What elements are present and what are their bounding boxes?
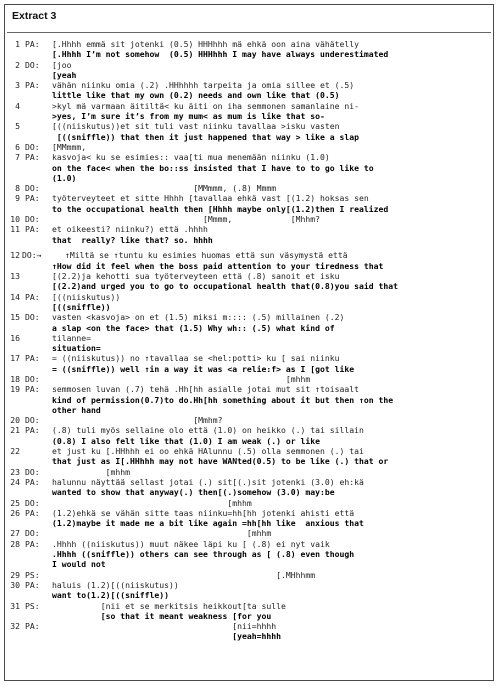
line-number [5,261,20,271]
speaker-label: PS: [25,569,40,580]
line-number: 21 [10,425,20,436]
speaker-label: PA: [25,39,40,49]
transcript-line [5,601,493,611]
utterance-text: to the occupational health then [Hhhh maybe only[(1.2)then I realized [52,203,389,214]
line-number: 23 [10,466,20,477]
speaker-label: DO: [25,497,40,508]
speaker-label [20,235,52,245]
line-number: 24 [10,476,20,487]
speaker-label: DO: [25,528,40,539]
speaker-label [20,518,52,528]
utterance-text: kind of permission(0.7)to do.Hh[hh something about it but then ↑on the [52,394,394,405]
speaker-label: PA: [25,538,40,549]
utterance-text: want to(1.2)[((sniffle)) [52,590,169,601]
utterance-text: ↑How did it feel when the boss paid attention to your tiredness that [52,260,384,271]
line-number: 14 [10,291,20,302]
line-number: 25 [10,497,20,508]
speaker-label [20,611,52,621]
utterance-text: I would not [52,559,106,570]
translation-line [5,235,493,245]
line-number [5,631,20,641]
extract-title: Extract 3 [12,10,57,22]
speaker-label [20,549,52,559]
transcript-body [5,39,493,642]
utterance-text: [yeah [52,69,77,80]
utterance-text: [MMmmm, [52,141,87,152]
line-number: 13 [10,271,20,282]
utterance-text: ↑Miltä se ↑tuntu ku esimies huomas että sun väsymystä että [65,250,348,261]
speaker-label: DO: [25,214,40,225]
line-number: 12 [10,250,20,261]
line-number [5,281,20,291]
translation-line [5,456,493,466]
line-number: 16 [10,332,20,343]
utterance-text: et just ku [.HHhhh ei oo ehkä HAlunnu (.5) olla semmonen (.) tai [52,446,364,457]
line-number: 18 [10,374,20,384]
utterance-text: [(2.2)and urged you to go to occupational health that(0.8)you said that [52,281,398,292]
line-number [5,90,20,100]
transcript-line [5,80,493,90]
translation-line [5,611,493,621]
speaker-label: PA: [25,291,40,302]
speaker-label: PA: [25,579,40,590]
utterance-text: [.MHhhmm [52,569,316,580]
speaker-label: PA: [25,193,40,204]
utterance-text: [mhhm [52,528,272,539]
translation-line [5,559,493,569]
utterance-text: halunnu näyttää sellast jotai (.) sit[(.)sit jotenki (3.0) eh:kä [52,476,364,487]
transcript-line [5,446,493,456]
transcript-line [5,60,493,70]
line-number: 10 [10,214,20,225]
transcript-line [5,271,493,281]
speaker-label: DO: [25,183,40,194]
translation-line [5,111,493,121]
utterance-text: little like that my own (0.2) needs and own like that (0.5) [52,90,340,101]
transcript-line [5,467,493,477]
speaker-label [20,302,52,312]
line-number: 29 [10,569,20,580]
line-number [5,487,20,497]
speaker-label [20,132,52,142]
transcript-line [5,250,493,260]
translation-line [5,281,493,291]
utterance-text: = ((niiskutus)) no ↑tavallaa se <hel:potti> ku [ sai niinku [52,353,340,364]
translation-line [5,487,493,497]
utterance-text: .Hhhh ((sniffle)) others can see through as [ (.8) even though [52,549,355,560]
transcript-line [5,498,493,508]
utterance-text: = ((sniffle)) well ↑in a way it was <a relie:f> as I [got like [52,363,355,374]
utterance-text: wanted to show that anyway(.) then[(.)somehow (3.0) may:be [52,487,335,498]
speaker-label: PA: [25,224,40,235]
transcript-line [5,539,493,549]
speaker-label [20,436,52,446]
translation-line [5,70,493,80]
utterance-text: that really? like that? so. hhhh [52,234,213,245]
transcript-line [5,621,493,631]
transcript-line [5,477,493,487]
speaker-label: PA: [25,476,40,487]
transcript-line [5,580,493,590]
utterance-text: haluis (1.2)[((niiskutus)) [52,579,179,590]
line-number [5,405,20,415]
speaker-label [20,559,52,569]
line-number: 8 [15,183,20,194]
speaker-label: DO: [25,312,40,323]
translation-line [5,436,493,446]
speaker-label [20,90,52,100]
line-number [5,364,20,374]
transcript-line [5,39,493,49]
utterance-text: et oikeesti? niinku?) että .hhhh [52,224,208,235]
line-number [5,132,20,142]
transcript-line [5,415,493,425]
speaker-label [20,631,52,641]
translation-line [5,204,493,214]
speaker-label [20,121,52,131]
utterance-text: [(2.2)ja kehotti sua työterveyteen että (.8) sanoit et isku [52,271,340,282]
line-number [5,49,20,59]
line-number [5,173,20,183]
utterance-text: [((niiskutus))et sit tuli vast niinku tavallaa >isku vasten [52,121,340,132]
line-number [5,235,20,245]
speaker-label: DO: [25,415,40,426]
translation-line [5,173,493,183]
line-number [5,111,20,121]
speaker-label [20,70,52,80]
utterance-text: (0.8) I also felt like that (1.0) I am weak (.) or like [52,435,321,446]
line-number: 15 [10,312,20,323]
speaker-label: DO: [25,374,40,384]
utterance-text: (.8) tuli myös sellaine olo että (1.0) on heikko (.) tai sillain [52,425,364,436]
speaker-label [20,261,52,271]
translation-line [5,49,493,59]
utterance-text: on the face< when the bo::ss insisted that I have to to go like to [52,162,374,173]
utterance-text: semmosen luvan (.7) tehä .Hh[hh asialle jotai mut sit ↑toisaalt [52,384,359,395]
line-number [5,302,20,312]
line-number: 3 [15,80,20,91]
speaker-label [20,333,52,343]
utterance-text: työterveyteet et sitte Hhhh [tavallaa ehkä vast [(1.2) hoksas sen [52,193,369,204]
speaker-label [20,271,52,281]
line-number [5,343,20,353]
transcript-line [5,224,493,234]
speaker-label: DO: [25,141,40,152]
translation-line [5,343,493,353]
transcript-line [5,183,493,193]
transcript-line [5,508,493,518]
transcript-line [5,353,493,363]
transcript-line [5,425,493,435]
speaker-label [20,163,52,173]
translation-line [5,261,493,271]
utterance-text: other hand [52,404,101,415]
utterance-text: situation= [52,343,101,354]
title-divider [7,32,491,33]
translation-line [5,163,493,173]
utterance-text: [Mmhm? [52,415,223,426]
utterance-text: [.Hhhh emmä sit jotenki (0.5) HHHhhh mä ehkä oon aina vähätelly [52,39,359,49]
line-number: 30 [10,579,20,590]
translation-line [5,549,493,559]
line-number: 31 [10,600,20,611]
speaker-label: PA: [25,80,40,91]
speaker-label: DO:→ [22,250,42,261]
utterance-text: a slap <on the face> that (1.5) Why wh:: (.5) what kind of [52,322,335,333]
line-number [5,590,20,600]
utterance-text: [((sniffle)) [52,301,111,312]
utterance-text: [mhhm [52,374,311,384]
line-number: 27 [10,528,20,539]
translation-line [5,90,493,100]
speaker-label [20,487,52,497]
translation-line [5,132,493,142]
utterance-text: [mhhm [52,466,130,477]
line-number [5,549,20,559]
translation-line [5,364,493,374]
line-number [5,204,20,214]
translation-line [5,405,493,415]
speaker-label: DO: [25,59,40,70]
utterance-text: [.Hhhh I’m not somehow (0.5) HHHhhh I may have always underestimated [52,49,389,60]
line-number: 4 [15,100,20,111]
line-number [5,456,20,466]
utterance-text: >kyl mä varmaan äitiltä< ku äiti on iha semmonen samanlaine ni- [52,100,359,111]
line-number [5,70,20,80]
utterance-text: .Hhhh ((niiskutus)) muut näkee läpi ku [ (.8) ei nyt vaik [52,538,330,549]
utterance-text: [((niiskutus)) [52,291,121,302]
speaker-label [20,456,52,466]
line-number: 9 [15,193,20,204]
speaker-label [20,590,52,600]
line-number: 2 [15,59,20,70]
transcript-line [5,152,493,162]
translation-line [5,323,493,333]
transcript-line [5,384,493,394]
utterance-text: kasvoja< ku se esimies:: vaa[ti mua menemään niinku (1.0) [52,152,330,163]
speaker-label [20,364,52,374]
utterance-text: [so that it meant weakness [for you [52,610,272,621]
speaker-label: DO: [25,466,40,477]
speaker-label: PA: [25,507,40,518]
utterance-text: [joo [52,59,72,70]
speaker-label: PA: [25,621,40,632]
speaker-label [20,343,52,353]
speaker-label [20,395,52,405]
utterance-text: >yes, I’m sure it’s from my mum< as mum is like that so- [52,111,325,122]
speaker-label: PA: [25,425,40,436]
line-number [5,163,20,173]
translation-line [5,590,493,600]
line-number: 17 [10,353,20,364]
line-number [5,611,20,621]
speaker-label: PS: [25,600,40,611]
line-number [5,436,20,446]
transcript-line [5,312,493,322]
utterance-text: vähän niinku omia (.2) .HHhhhh tarpeita ja omia sillee et (.5) [52,80,355,91]
line-number: 7 [15,152,20,163]
transcript-line [5,214,493,224]
utterance-text: (1.0) [52,172,77,183]
line-number: 28 [10,538,20,549]
line-number [5,559,20,569]
utterance-text: [Mmmm, [Mhhm? [52,214,321,225]
speaker-label [20,204,52,214]
line-number [5,518,20,528]
utterance-text: [MMmmm, (.8) Mmmm [52,183,277,194]
speaker-label: PA: [25,152,40,163]
speaker-label [20,281,52,291]
transcript-line [5,570,493,580]
transcript-line [5,121,493,131]
line-number [5,323,20,333]
utterance-text: [yeah=hhhh [52,631,282,642]
translation-line [5,395,493,405]
transcript-line [5,333,493,343]
transcript-line [5,142,493,152]
line-number: 19 [10,384,20,395]
speaker-label [20,173,52,183]
speaker-label [20,446,52,456]
line-number: 5 [15,121,20,132]
line-number: 32 [10,621,20,632]
utterance-text: vasten <kasvoja> on et (1.5) miksi m:::: (.5) millainen (.2) [52,312,345,323]
utterance-text: that just as I[.HHhhh may not have WANted(0.5) to be like (.) that or [52,456,389,467]
transcript-line [5,292,493,302]
line-number: 22 [10,446,20,457]
utterance-text: (1.2)ehkä se vähän sitte taas niinku=hh[hh jotenki ahisti että [52,507,355,518]
speaker-label [20,101,52,111]
utterance-text: [nii=hhhh [52,621,277,632]
speaker-label [20,49,52,59]
line-number: 1 [15,39,20,49]
transcript-line [5,374,493,384]
transcript-line [5,528,493,538]
translation-line [5,302,493,312]
translation-line [5,631,493,641]
translation-line [5,518,493,528]
utterance-text: [mhhm [52,497,252,508]
extract-frame [4,4,494,681]
speaker-label: PA: [25,384,40,395]
utterance-text: [((sniffle)) that then it just happened that way > like a slap [52,131,359,142]
line-number: 20 [10,415,20,426]
speaker-label [20,111,52,121]
line-number: 26 [10,507,20,518]
transcript-line [5,101,493,111]
utterance-text: (1.2)maybe it made me a bit like again =hh[hh like anxious that [52,518,364,529]
line-number: 11 [10,224,20,235]
transcript-line [5,193,493,203]
line-number [5,395,20,405]
speaker-label [20,405,52,415]
speaker-label [20,323,52,333]
speaker-label: PA: [25,353,40,364]
utterance-text: [nii et se merkitsis heikkout[ta sulle [52,600,286,611]
utterance-text: tilanne= [52,332,91,343]
line-number: 6 [15,141,20,152]
